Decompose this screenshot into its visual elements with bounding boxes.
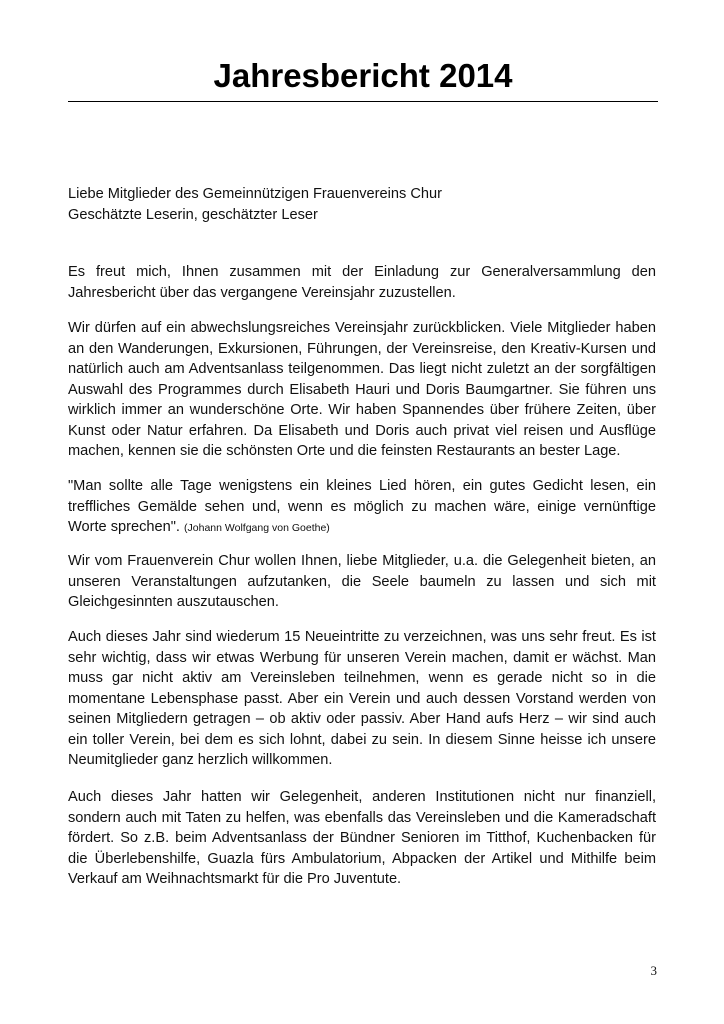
paragraph-text: Auch dieses Jahr hatten wir Gelegenheit, anderen Institutionen nicht nur finanziell, sondern auch mit Taten zu helfen, was ebenfalls das Vereinsleben und die Kameradschaft fördert. So z.B. beim Adventsanlass der Bündner Senioren im Titthof, Kuchenbacken für die Überlebenshilfe, Guazla fürs Ambulatorium, Abpacken der Artikel und Mithilfe beim Verkauf am Weihnachtsmarkt für die Pro Juventute. — [68, 789, 656, 887]
paragraph-intro — [68, 262, 656, 303]
salutation-line-1: Liebe Mitglieder des Gemeinnützigen Frauenvereins Chur — [68, 186, 442, 202]
salutation-line-2: Geschätzte Leserin, geschätzter Leser — [68, 206, 318, 223]
salutation-block — [68, 184, 656, 225]
paragraph-help — [68, 787, 656, 890]
paragraph-text: Wir vom Frauenverein Chur wollen Ihnen, liebe Mitglieder, u.a. die Gelegenheit bieten, an unseren Veranstaltungen aufzutanken, die Seele baumeln zu lassen und sich mit Gleichgesinnten auszutauschen. — [68, 553, 656, 610]
page-number: 3 — [650, 963, 657, 978]
paragraph-text: Auch dieses Jahr sind wiederum 15 Neueintritte zu verzeichnen, was uns sehr freut. Es ist sehr wichtig, dass wir etwas Werbung für unseren Verein machen, damit er wächst. Man muss gar nicht aktiv am Vereinsleben teilnehmen, wenn es gerade nicht so in die momentane Lebensphase passt. Aber ein Verein und auch dessen Vorstand werden von seinen Mitgliedern getragen – ob aktiv oder passiv. Aber Hand aufs Herz – wir sind auch ein toller Verein, bei dem es sich lohnt, dabei zu sein. In diesem Sinne heisse ich unsere Neumitglieder ganz herzlich willkommen. — [68, 629, 656, 768]
paragraph-offer — [68, 551, 656, 613]
paragraph-program — [68, 318, 656, 462]
quote-text: "Man sollte alle Tage wenigstens ein kleines Lied hören, ein gutes Gedicht lesen, ein treffliches Gemälde sehen und, wenn es möglich zu machen wäre, einige vernünftige Worte sprechen". — [68, 478, 656, 535]
title-underline-divider — [68, 101, 658, 102]
quote-attribution: (Johann Wolfgang von Goethe) — [184, 522, 330, 534]
paragraph-text: Wir dürfen auf ein abwechslungsreiches Vereinsjahr zurückblicken. Viele Mitglieder haben an den Wanderungen, Exkursionen, Führungen, der Vereinsreise, den Kreativ-Kursen und natürlich auch am Adventsanlass teilgenommen. Das liegt nicht zuletzt an der sorgfältigen Auswahl des Programmes durch Elisabeth Hauri und Doris Baumgartner. Sie führen uns wirklich immer an wunderschöne Orte. Wir haben Spannendes über frühere Zeiten, über Kunst oder Natur erfahren. Da Elisabeth und Doris auch privat viel reisen und Ausflüge machen, kennen sie die schönsten Orte und die feinsten Restaurants an bester Lage. — [68, 320, 656, 459]
quote-paragraph — [68, 476, 656, 539]
page-title: Jahresbericht 2014 — [213, 57, 513, 94]
paragraph-text: Es freut mich, Ihnen zusammen mit der Einladung zur Generalversammlung den Jahresbericht über das vergangene Vereinsjahr zuzustellen. — [68, 264, 656, 301]
paragraph-new-members — [68, 627, 656, 771]
paragraph-quote — [68, 476, 656, 539]
